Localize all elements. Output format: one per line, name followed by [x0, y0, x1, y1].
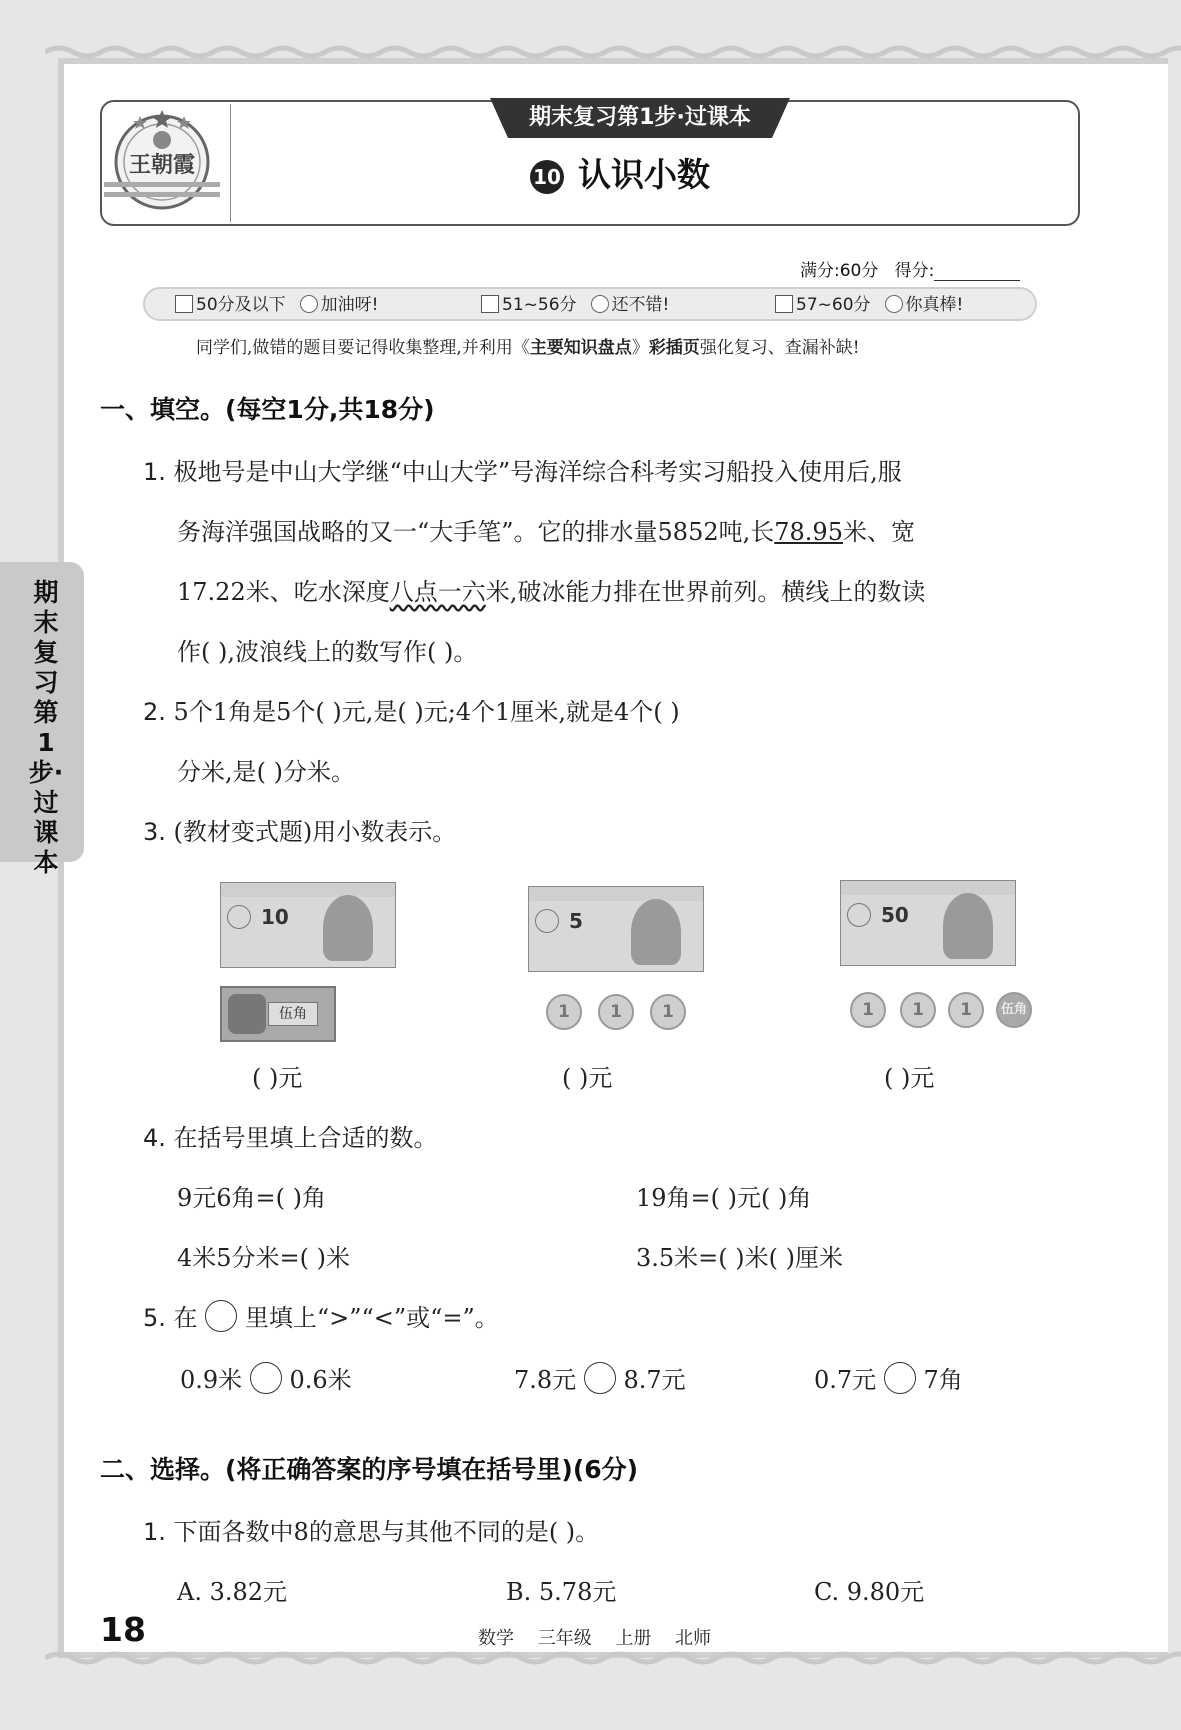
compare-circle[interactable] [250, 1362, 282, 1394]
q4-item-b[interactable]: 19角=( )元( )角 [636, 1184, 812, 1212]
compare-circle[interactable] [884, 1362, 916, 1394]
notice-text: 同学们,做错的题目要记得收集整理,并利用《主要知识盘点》彩插页强化复习、查漏补缺! [196, 338, 860, 358]
option-a[interactable]: A. 3.82元 [177, 1578, 288, 1606]
side-tab-label: 期末复习第1步·过课本 [28, 578, 64, 877]
rating-item: 51~56分 还不错! [481, 294, 669, 316]
q4-item-a[interactable]: 9元6角=( )角 [177, 1184, 327, 1212]
underlined-number: 78.95 [774, 518, 843, 546]
lesson-title-text: 认识小数 [578, 155, 710, 194]
q4-line: 4. 在括号里填上合适的数。 [143, 1124, 438, 1152]
top-wave-border [45, 44, 1181, 60]
rating-item: 57~60分 你真棒! [775, 294, 963, 316]
q3-line: 3. (教材变式题)用小数表示。 [143, 818, 457, 846]
q4-item-c[interactable]: 4米5分米=( )米 [177, 1244, 351, 1272]
emblem-icon [227, 905, 251, 929]
q5-item: 0.7元 7角 [814, 1360, 963, 1395]
score-blank[interactable] [934, 264, 1020, 281]
rating-item: 50分及以下 加油呀! [175, 294, 378, 316]
coin-1-yuan: 1 [598, 994, 634, 1030]
logo-separator [230, 104, 231, 222]
q5-line: 5. 在 里填上“>”“<”或“=”。 [143, 1298, 499, 1333]
compare-circle[interactable] [584, 1362, 616, 1394]
lesson-number-badge: 10 [530, 160, 564, 194]
q5-item: 7.8元 8.7元 [514, 1360, 686, 1395]
q1-line-4[interactable]: 作( ),波浪线上的数写作( )。 [177, 638, 478, 666]
q5-item: 0.9米 0.6米 [180, 1360, 352, 1395]
portrait-icon [323, 895, 373, 961]
coin-1-yuan: 1 [850, 992, 886, 1028]
smiley-icon [300, 295, 318, 313]
banknote-10: 10 [220, 882, 396, 968]
option-c[interactable]: C. 9.80元 [814, 1578, 925, 1606]
option-b[interactable]: B. 5.78元 [506, 1578, 617, 1606]
rating-bar [143, 287, 1037, 321]
q2-line-2[interactable]: 分米,是( )分米。 [177, 758, 355, 786]
full-score: 满分:60分 [800, 261, 879, 281]
figures-icon [228, 994, 266, 1034]
wavy-underlined-text: 八点一六 [389, 578, 486, 606]
coin-1-yuan: 1 [900, 992, 936, 1028]
brand-logo [100, 104, 224, 220]
q3-answer-1[interactable]: ( )元 [252, 1064, 303, 1092]
banknote-5-jiao: 伍角 [220, 986, 336, 1042]
q1-line-3: 17.22米、吃水深度八点一六米,破冰能力排在世界前列。横线上的数读 [177, 578, 926, 606]
emblem-icon [535, 909, 559, 933]
portrait-icon [943, 893, 993, 959]
coin-1-yuan: 1 [650, 994, 686, 1030]
circle-blank-icon [205, 1300, 237, 1332]
page-number: 18 [100, 1610, 146, 1649]
rating-checkbox[interactable] [481, 295, 499, 313]
section-2-title: 二、选择。(将正确答案的序号填在括号里)(6分) [100, 1455, 639, 1484]
coin-5-jiao: 伍角 [996, 992, 1032, 1028]
rating-checkbox[interactable] [775, 295, 793, 313]
section-1-title: 一、填空。(每空1分,共18分) [100, 395, 435, 424]
bottom-wave-border [45, 1650, 1181, 1666]
portrait-icon [631, 899, 681, 965]
svg-text:王朝霞: 王朝霞 [128, 152, 196, 178]
q2-line-1[interactable]: 2. 5个1角是5个( )元,是( )元;4个1厘米,就是4个( ) [143, 698, 680, 726]
emblem-icon [847, 903, 871, 927]
banknote-5: 5 [528, 886, 704, 972]
q4-item-d[interactable]: 3.5米=( )米( )厘米 [636, 1244, 843, 1272]
q3-answer-2[interactable]: ( )元 [562, 1064, 613, 1092]
coin-1-yuan: 1 [948, 992, 984, 1028]
banknote-50: 50 [840, 880, 1016, 966]
q1-line-1: 1. 极地号是中山大学继“中山大学”号海洋综合科考实习船投入使用后,服 [143, 458, 902, 486]
s2-q1-line[interactable]: 1. 下面各数中8的意思与其他不同的是( )。 [143, 1518, 600, 1546]
smiley-icon [591, 295, 609, 313]
rating-checkbox[interactable] [175, 295, 193, 313]
q1-line-2: 务海洋强国战略的又一“大手笔”。它的排水量5852吨,长78.95米、宽 [177, 518, 915, 546]
header-banner-text: 期末复习第1步·过课本 [529, 105, 751, 130]
coin-1-yuan: 1 [546, 994, 582, 1030]
footer-info: 数学 三年级 上册 北师 [478, 1628, 712, 1649]
q3-answer-3[interactable]: ( )元 [884, 1064, 935, 1092]
score-label: 得分: [894, 261, 935, 281]
score-line [800, 256, 1020, 281]
lesson-title [530, 150, 830, 200]
smiley-icon [885, 295, 903, 313]
